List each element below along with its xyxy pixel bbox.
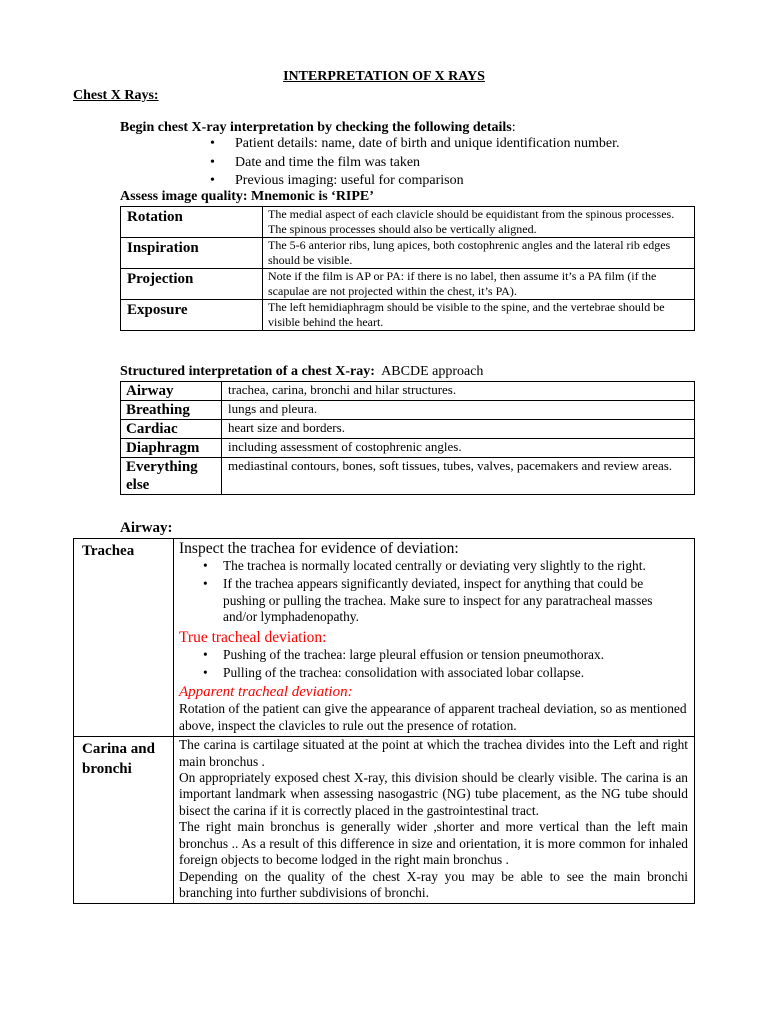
ripe-key: Projection: [121, 269, 263, 300]
abcde-value: heart size and borders.: [222, 420, 695, 439]
list-item: • Date and time the film was taken: [210, 154, 620, 173]
structured-normal: ABCDE approach: [381, 364, 484, 379]
ripe-value: [263, 269, 695, 300]
abcde-value: lungs and pleura.: [222, 401, 695, 420]
ripe-line: Note if the film is AP or PA: if there is no label, then assume it’s a PA film (if the scapulae are not projected within the chest, it’s PA).: [268, 269, 657, 298]
intro-bold: Begin chest X-ray interpretation by checking the following details: [120, 120, 512, 135]
table-row: [121, 458, 695, 495]
table-row: [121, 401, 695, 420]
carina-key: Carina and bronchi: [74, 737, 174, 904]
table-row: [121, 420, 695, 439]
abcde-value: trachea, carina, bronchi and hilar structures.: [222, 382, 695, 401]
carina-paragraph: The carina is cartilage situated at the point at which the trachea divides into the Left and right main bronchus .: [179, 737, 688, 769]
ripe-value: [263, 238, 695, 269]
assess-heading: Assess image quality: Mnemonic is ‘RIPE’: [120, 189, 374, 204]
ripe-table: [120, 206, 695, 331]
ripe-key: Exposure: [121, 300, 263, 331]
list-item: • Pushing of the trachea: large pleural effusion or tension pneumothorax.: [179, 647, 688, 663]
carina-paragraph: The right main bronchus is generally wider ,shorter and more vertical than the left main bronchus .. As a result of this difference in size and orientation, it is more common for inhaled foreign objects to become lodged in the right main bronchus .: [179, 819, 688, 868]
page-title: INTERPRETATION OF X RAYS: [283, 69, 485, 84]
ripe-key: Inspiration: [121, 238, 263, 269]
list-item: • Pulling of the trachea: consolidation with associated lobar collapse.: [179, 665, 688, 681]
abcde-table: [120, 381, 695, 495]
carina-content: [174, 737, 695, 904]
table-row: [121, 439, 695, 458]
true-deviation-bullets: [179, 647, 688, 682]
abcde-value: including assessment of costophrenic angles.: [222, 439, 695, 458]
table-row: [74, 737, 695, 904]
table-row: [74, 539, 695, 737]
intro-text: [120, 120, 516, 136]
structured-bold: Structured interpretation of a chest X-ray:: [120, 364, 375, 379]
trachea-bullets: [179, 558, 688, 626]
airway-table: [73, 538, 695, 904]
ripe-line: The left hemidiaphragm should be visible to the spine, and the vertebrae should be visible behind the heart.: [268, 300, 665, 329]
abcde-key: Everything else: [121, 458, 222, 495]
list-item: • Previous imaging: useful for comparison: [210, 172, 620, 191]
ripe-line: The medial aspect of each clavicle should be equidistant from the spinous processes.: [268, 207, 675, 221]
carina-paragraph: Depending on the quality of the chest X-ray you may be able to see the main bronchi branching into further subdivisions of bronchi.: [179, 868, 688, 900]
carina-paragraph: On appropriately exposed chest X-ray, this division should be clearly visible. The carina is an important landmark when assessing nasogastric (NG) tube placement, as the NG tube should bisect the carina if it is correctly placed in the gastrointestinal tract.: [179, 770, 688, 818]
abcde-key: Breathing: [121, 401, 222, 420]
abcde-key: Airway: [121, 382, 222, 401]
intro-colon: :: [511, 120, 516, 135]
list-item: • The trachea is normally located centrally or deviating very slightly to the right.: [179, 558, 688, 574]
airway-heading: Airway:: [120, 520, 173, 536]
ripe-value: [263, 300, 695, 331]
apparent-deviation-text: Rotation of the patient can give the appearance of apparent tracheal deviation, so as mentioned above, inspect the clavicles to rule out the presence of rotation.: [179, 701, 687, 733]
ripe-line: The spinous processes should also be vertically aligned.: [268, 221, 537, 236]
table-row: [121, 207, 695, 238]
apparent-deviation-heading: Apparent tracheal deviation:: [179, 684, 353, 701]
ripe-key: Rotation: [121, 207, 263, 238]
list-item: • Patient details: name, date of birth and unique identification number.: [210, 135, 620, 154]
list-item: • If the trachea appears significantly deviated, inspect for anything that could be pushing or pulling the trachea. Make sure to inspect for any paratracheal masses and/or lymphadenopathy.: [179, 576, 688, 625]
table-row: [121, 300, 695, 331]
section-heading: Chest X Rays:: [73, 88, 159, 103]
trachea-lead: Inspect the trachea for evidence of deviation:: [179, 540, 459, 557]
details-checklist: [210, 135, 620, 191]
trachea-key: Trachea: [74, 539, 174, 737]
table-row: [121, 382, 695, 401]
ripe-value: [263, 207, 695, 238]
table-row: [121, 238, 695, 269]
ripe-line: The 5-6 anterior ribs, lung apices, both costophrenic angles and the lateral rib edges should be visible.: [268, 238, 671, 267]
table-row: [121, 269, 695, 300]
abcde-value: mediastinal contours, bones, soft tissues, tubes, valves, pacemakers and review areas.: [222, 458, 695, 495]
structured-heading: [120, 364, 483, 380]
trachea-content: [174, 539, 695, 737]
abcde-key: Diaphragm: [121, 439, 222, 458]
abcde-key: Cardiac: [121, 420, 222, 439]
true-deviation-heading: True tracheal deviation:: [179, 628, 327, 646]
